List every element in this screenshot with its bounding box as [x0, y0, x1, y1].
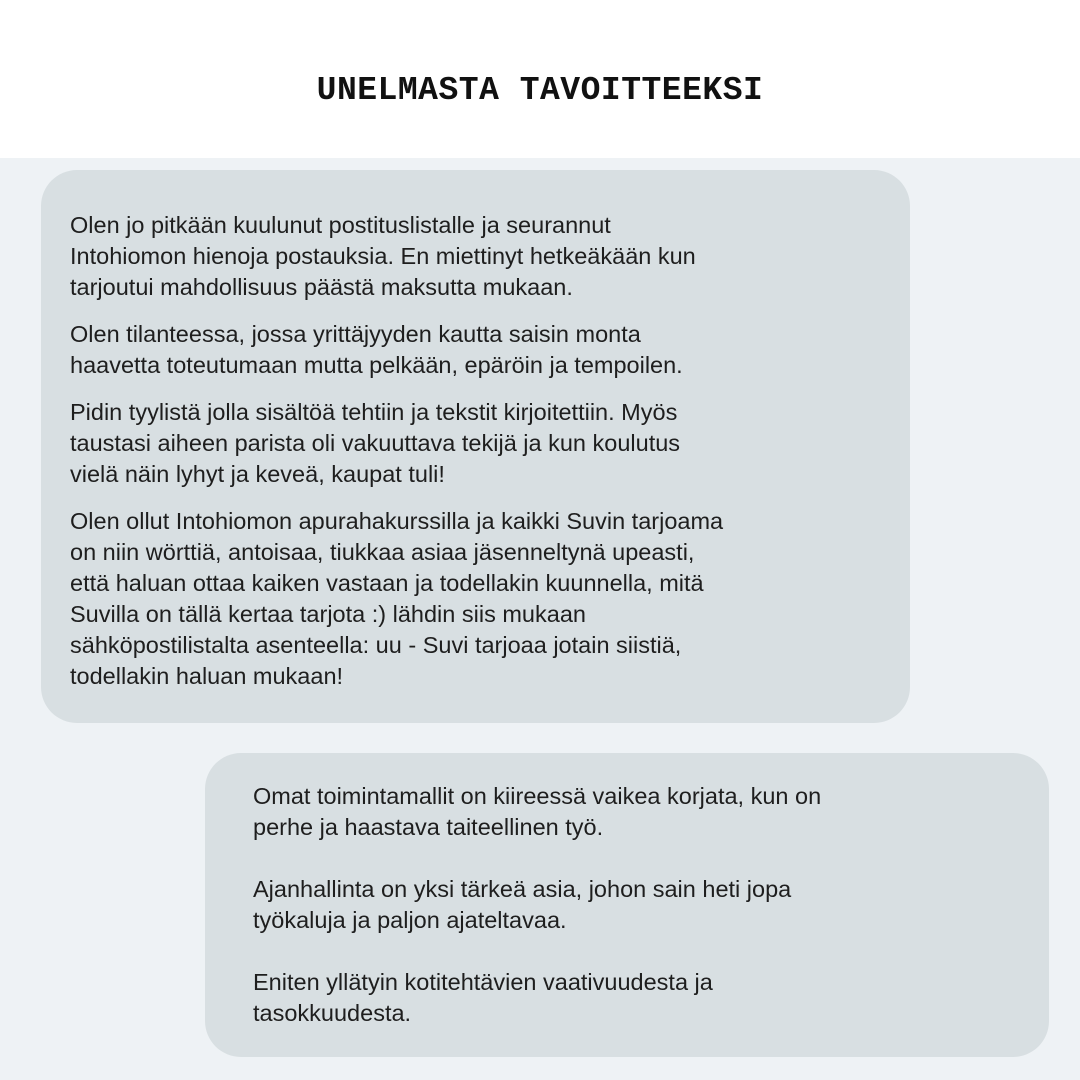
text-line: Olen ollut Intohiomon apurahakurssilla ja kaikki Suvin tarjoama	[70, 508, 724, 534]
testimonial-paragraph	[70, 506, 910, 692]
text-line: tasokkuudesta.	[253, 1000, 412, 1026]
text-line: Eniten yllätyin kotitehtävien vaativuudesta ja	[253, 969, 713, 995]
testimonial-paragraph	[253, 874, 1049, 936]
text-line: vielä näin lyhyt ja keveä, kaupat tuli!	[70, 461, 445, 487]
text-line: haavetta toteutumaan mutta pelkään, epäröin ja tempoilen.	[70, 352, 683, 378]
page-title: UNELMASTA TAVOITTEEKSI	[316, 72, 764, 109]
testimonial-paragraph	[70, 319, 910, 381]
text-line: työkaluja ja paljon ajateltavaa.	[253, 907, 567, 933]
text-line: sähköpostilistalta asenteella: uu - Suvi tarjoaa jotain siistiä,	[70, 632, 682, 658]
text-line: taustasi aiheen parista oli vakuuttava tekijä ja kun koulutus	[70, 430, 681, 456]
header	[0, 0, 1080, 158]
testimonial-paragraph	[253, 781, 1049, 843]
testimonial-paragraph	[70, 397, 910, 490]
text-line: Ajanhallinta on yksi tärkeä asia, johon sain heti jopa	[253, 876, 792, 902]
testimonial-paragraph	[253, 967, 1049, 1029]
text-line: että haluan ottaa kaiken vastaan ja todellakin kuunnella, mitä	[70, 570, 704, 596]
testimonial-bubble-2	[205, 753, 1049, 1057]
text-line: Olen jo pitkään kuulunut postituslistalle ja seurannut	[70, 212, 611, 238]
text-line: tarjoutui mahdollisuus päästä maksutta mukaan.	[70, 274, 573, 300]
text-line: Olen tilanteessa, jossa yrittäjyyden kautta saisin monta	[70, 321, 641, 347]
text-line: Intohiomon hienoja postauksia. En miettinyt hetkeäkään kun	[70, 243, 696, 269]
text-line: Omat toimintamallit on kiireessä vaikea korjata, kun on	[253, 783, 822, 809]
text-line: todellakin haluan mukaan!	[70, 663, 344, 689]
testimonial-paragraph	[70, 210, 910, 303]
text-line: Pidin tyylistä jolla sisältöä tehtiin ja tekstit kirjoitettiin. Myös	[70, 399, 678, 425]
testimonial-bubble-1	[41, 170, 910, 723]
text-line: perhe ja haastava taiteellinen työ.	[253, 814, 604, 840]
text-line: on niin wörttiä, antoisaa, tiukkaa asiaa jäsenneltynä upeasti,	[70, 539, 695, 565]
text-line: Suvilla on tällä kertaa tarjota :) lähdin siis mukaan	[70, 601, 586, 627]
